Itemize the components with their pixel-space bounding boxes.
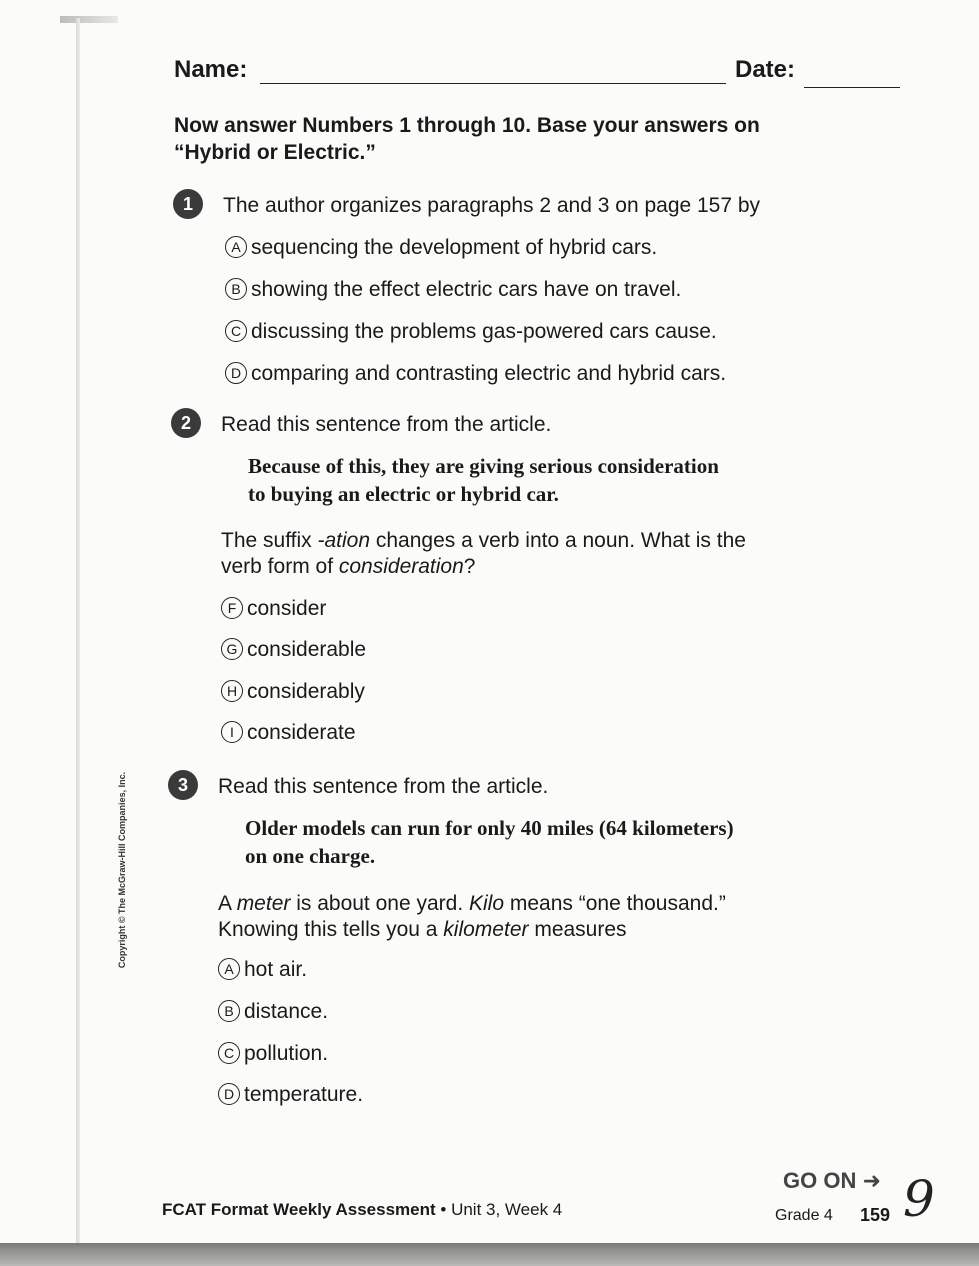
choice-text: showing the effect electric cars have on travel. <box>251 278 682 301</box>
question-3-choice-a[interactable] <box>218 957 307 983</box>
footer-title: FCAT Format Weekly Assessment • Unit 3, Week 4 <box>162 1200 563 1219</box>
question-number-3: 3 <box>168 770 198 800</box>
question-2-choice-h[interactable] <box>221 679 365 705</box>
choice-bubble[interactable]: B <box>218 1000 240 1022</box>
choice-bubble[interactable]: A <box>225 236 247 258</box>
question-2-prompt: The suffix -ation changes a verb into a noun. What is the verb form of consideration? <box>221 529 746 578</box>
question-1-choice-b[interactable] <box>225 277 681 303</box>
choice-bubble[interactable]: A <box>218 958 240 980</box>
name-field[interactable] <box>260 83 726 84</box>
question-3-choice-b[interactable] <box>218 999 328 1025</box>
choice-bubble[interactable]: I <box>221 721 243 743</box>
go-on-label: GO ON ➜ <box>783 1168 881 1193</box>
choice-bubble[interactable]: D <box>218 1083 240 1105</box>
choice-bubble[interactable]: H <box>221 680 243 702</box>
date-field[interactable] <box>804 87 900 88</box>
choice-bubble[interactable]: C <box>218 1042 240 1064</box>
question-2-stem: Read this sentence from the article. <box>221 413 552 436</box>
choice-text: distance. <box>244 1000 329 1023</box>
quote-line: on one charge. <box>245 844 376 868</box>
date-label: Date: <box>735 56 796 83</box>
question-1-choice-d[interactable] <box>225 361 726 387</box>
quote-line: Because of this, they are giving serious consideration <box>248 454 719 478</box>
quote-line: to buying an electric or hybrid car. <box>248 482 559 506</box>
question-1-choice-a[interactable] <box>225 235 657 261</box>
quote-line: Older models can run for only 40 miles (64 kilometers) <box>245 816 734 840</box>
choice-bubble[interactable]: F <box>221 597 243 619</box>
name-date-row <box>174 56 902 90</box>
choice-text: sequencing the development of hybrid cars. <box>251 236 658 259</box>
choice-text: temperature. <box>244 1083 364 1106</box>
choice-bubble[interactable]: B <box>225 278 247 300</box>
question-1-stem: The author organizes paragraphs 2 and 3 on page 157 by <box>223 194 761 217</box>
choice-text: considerably <box>247 680 365 703</box>
grade-label: Grade 4 <box>775 1207 833 1224</box>
choice-text: comparing and contrasting electric and hybrid cars. <box>251 362 727 385</box>
choice-text: considerable <box>247 638 367 661</box>
name-label: Name: <box>174 56 248 83</box>
copyright-notice: Copyright © The McGraw-Hill Companies, Inc. <box>117 771 127 969</box>
question-2-choice-g[interactable] <box>221 637 366 663</box>
page-number: 159 <box>860 1205 891 1225</box>
choice-bubble[interactable]: G <box>221 638 243 660</box>
choice-bubble[interactable]: C <box>225 320 247 342</box>
question-2-choice-i[interactable] <box>221 720 356 746</box>
handwritten-mark: 9 <box>903 1170 935 1228</box>
choice-text: consider <box>247 597 327 620</box>
question-3-quote <box>245 814 734 870</box>
page-edge <box>76 18 80 1243</box>
scan-bottom-edge <box>0 1243 979 1266</box>
question-3-prompt: A meter is about one yard. Kilo means “one thousand.” Knowing this tells you a kilometer measures <box>218 892 726 941</box>
question-number-1: 1 <box>173 189 203 219</box>
question-number-2: 2 <box>171 408 201 438</box>
instructions: Now answer Numbers 1 through 10. Base your answers on “Hybrid or Electric.” <box>174 114 760 164</box>
scan-artifact <box>60 16 118 23</box>
choice-text: hot air. <box>244 958 308 981</box>
question-3-choice-d[interactable] <box>218 1082 363 1108</box>
question-2-choice-f[interactable] <box>221 596 326 622</box>
question-3-choice-c[interactable] <box>218 1041 328 1067</box>
question-3-stem: Read this sentence from the article. <box>218 775 549 798</box>
question-1-choice-c[interactable] <box>225 319 717 345</box>
choice-text: discussing the problems gas-powered cars cause. <box>251 320 717 343</box>
question-2-quote <box>248 452 719 508</box>
choice-text: pollution. <box>244 1042 329 1065</box>
choice-bubble[interactable]: D <box>225 362 247 384</box>
choice-text: considerate <box>247 721 356 744</box>
